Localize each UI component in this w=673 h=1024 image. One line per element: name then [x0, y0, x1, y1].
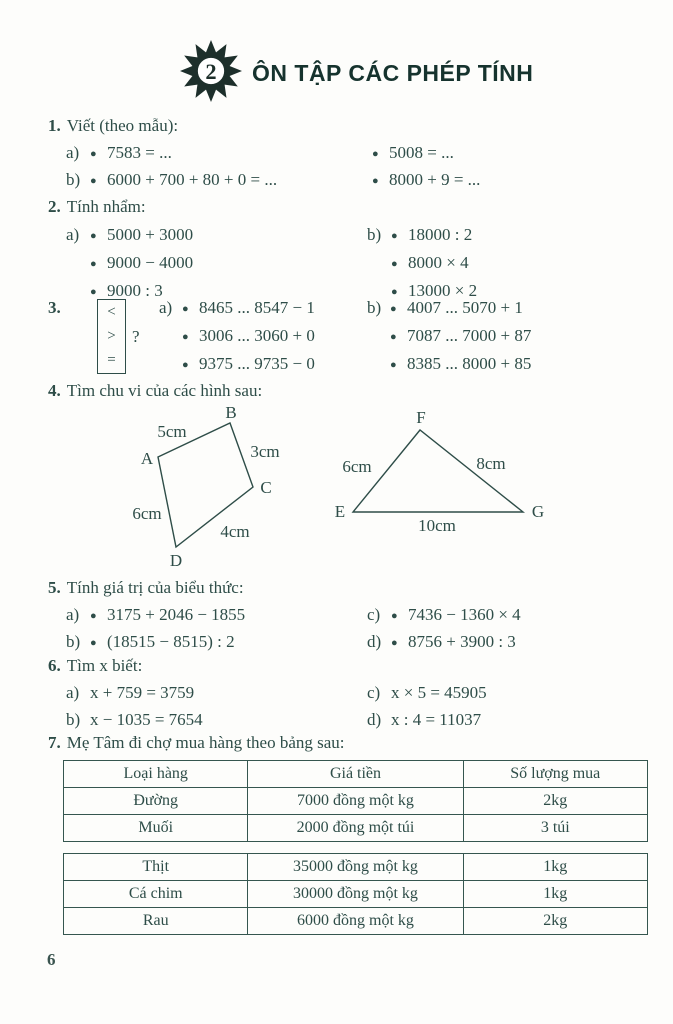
exercise-6-row-1 — [48, 679, 663, 706]
expression: 3006 ... 3060 + 0 — [199, 326, 315, 345]
bullet-icon: ● — [391, 286, 398, 298]
exercise-1 — [48, 112, 663, 193]
quantity-cell: 1kg — [463, 854, 647, 881]
expression: 5000 + 3000 — [107, 225, 194, 244]
exercise-7 — [48, 729, 663, 756]
equals-symbol: = — [107, 352, 116, 369]
price-cell: 35000 đồng một kg — [248, 854, 463, 881]
bullet-icon: ● — [90, 230, 97, 242]
equation: x − 1035 = 7654 — [90, 710, 203, 729]
item-label: a) — [66, 143, 80, 162]
price-cell: 30000 đồng một kg — [248, 881, 463, 908]
expression: 8000 × 4 — [408, 253, 469, 272]
expression: 8385 ... 8000 + 85 — [407, 354, 532, 373]
table-row — [64, 788, 648, 815]
equation: x × 5 = 45905 — [391, 683, 487, 702]
exercise-number: 6. — [48, 656, 61, 675]
geometry-figures — [100, 403, 570, 583]
exercise-1-title: 1. Viết (theo mẫu): — [48, 116, 179, 135]
bullet-icon: ● — [390, 331, 397, 343]
side-da-length: 6cm — [132, 504, 162, 523]
vertex-e-label: E — [334, 502, 346, 521]
exercise-2 — [48, 193, 663, 305]
shapes-canvas — [100, 403, 570, 578]
price-cell: 7000 đồng một kg — [248, 788, 463, 815]
less-than-symbol: < — [107, 303, 116, 320]
item-cell: Cá chim — [64, 881, 248, 908]
item-label: c) — [367, 683, 381, 702]
table-row — [64, 854, 648, 881]
vertex-d-label: D — [169, 551, 183, 570]
side-ab-length: 5cm — [157, 422, 187, 441]
expression: (18515 − 8515) : 2 — [107, 632, 235, 651]
side-cd-length: 4cm — [220, 522, 250, 541]
bullet-icon: ● — [391, 258, 398, 270]
exercise-7-title: 7. Mẹ Tâm đi chợ mua hàng theo bảng sau: — [48, 733, 345, 752]
item-label: b) — [367, 225, 382, 244]
vertex-a-label: A — [140, 449, 154, 468]
lesson-number: 2 — [205, 59, 217, 85]
bullet-icon: ● — [182, 303, 189, 315]
exercise-5-row-1 — [48, 601, 663, 628]
exercise-5 — [48, 574, 663, 655]
vertex-g-label: G — [531, 502, 545, 521]
page-number: 6 — [47, 950, 56, 969]
price-cell: 2000 đồng một túi — [248, 815, 463, 842]
exercise-number: 4. — [48, 381, 61, 400]
exercise-4-title: 4. Tìm chu vi của các hình sau: — [48, 381, 263, 400]
exercise-2-title: 2. Tính nhẩm: — [48, 197, 146, 216]
bullet-icon: ● — [391, 637, 398, 649]
exercise-number: 2. — [48, 197, 61, 216]
side-fg-length: 8cm — [476, 454, 506, 473]
header-cell: Giá tiền — [248, 761, 463, 788]
expression: 6000 + 700 + 80 + 0 = ... — [107, 170, 278, 189]
bullet-icon: ● — [390, 303, 397, 315]
side-bc-length: 3cm — [250, 442, 280, 461]
expression: 9375 ... 9735 − 0 — [199, 354, 315, 373]
item-label: a) — [159, 298, 173, 317]
table-header-row — [64, 761, 648, 788]
vertex-f-label: F — [416, 408, 426, 427]
exercise-2-row-2 — [48, 249, 663, 277]
item-label: d) — [367, 632, 382, 651]
bullet-icon: ● — [182, 359, 189, 371]
item-label: c) — [367, 605, 381, 624]
bullet-icon: ● — [391, 610, 398, 622]
bullet-icon: ● — [391, 230, 398, 242]
expression: 9000 − 4000 — [107, 253, 194, 272]
header-cell: Loại hàng — [64, 761, 248, 788]
bullet-icon: ● — [372, 175, 379, 187]
lesson-badge — [178, 40, 244, 107]
bullet-icon: ● — [90, 175, 97, 187]
comparison-symbols-box — [97, 299, 126, 374]
side-ef-length: 6cm — [342, 457, 372, 476]
exercise-2-row-1 — [48, 221, 663, 249]
bullet-icon: ● — [90, 637, 97, 649]
question-mark: ? — [132, 327, 140, 346]
starburst-icon — [178, 40, 244, 102]
item-cell: Đường — [64, 788, 248, 815]
exercise-number: 5. — [48, 578, 61, 597]
expression: 8000 + 9 = ... — [389, 170, 481, 189]
shopping-table-1 — [63, 760, 648, 842]
exercise-3-column-b — [367, 294, 531, 378]
exercise-number: 3. — [48, 298, 61, 317]
quantity-cell: 3 túi — [463, 815, 647, 842]
bullet-icon: ● — [90, 258, 97, 270]
quantity-cell: 1kg — [463, 881, 647, 908]
price-cell: 6000 đồng một kg — [248, 908, 463, 935]
item-label: b) — [66, 710, 81, 729]
expression: 3175 + 2046 − 1855 — [107, 605, 246, 624]
table-row — [64, 881, 648, 908]
exercise-number: 1. — [48, 116, 61, 135]
bullet-icon: ● — [90, 610, 97, 622]
item-label: a) — [66, 683, 80, 702]
page-title: ÔN TẬP CÁC PHÉP TÍNH — [252, 60, 534, 86]
expression: 8756 + 3900 : 3 — [408, 632, 516, 651]
side-eg-length: 10cm — [418, 516, 456, 535]
exercise-1-row-b — [48, 166, 663, 193]
item-label: d) — [367, 710, 382, 729]
equation: x : 4 = 11037 — [391, 710, 482, 729]
table-row — [64, 815, 648, 842]
expression: 9000 : 3 — [107, 281, 163, 300]
quantity-cell: 2kg — [463, 908, 647, 935]
item-label: a) — [66, 225, 80, 244]
item-label: b) — [66, 170, 81, 189]
exercise-5-title: 5. Tính giá trị của biểu thức: — [48, 578, 244, 597]
expression: 5008 = ... — [389, 143, 454, 162]
expression: 8465 ... 8547 − 1 — [199, 298, 315, 317]
exercise-6 — [48, 652, 663, 733]
exercise-5-row-2 — [48, 628, 663, 655]
item-label: b) — [367, 298, 382, 317]
bullet-icon: ● — [90, 148, 97, 160]
equation: x + 759 = 3759 — [90, 683, 195, 702]
bullet-icon: ● — [390, 359, 397, 371]
item-cell: Thịt — [64, 854, 248, 881]
exercise-6-title: 6. Tìm x biết: — [48, 656, 143, 675]
header-cell: Số lượng mua — [463, 761, 647, 788]
item-cell: Rau — [64, 908, 248, 935]
table-row — [64, 908, 648, 935]
bullet-icon: ● — [90, 286, 97, 298]
exercise-3-column-a — [159, 294, 315, 378]
expression: 7436 − 1360 × 4 — [408, 605, 521, 624]
item-label: b) — [66, 632, 81, 651]
vertex-b-label: B — [225, 403, 237, 422]
exercise-1-row-a — [48, 139, 663, 166]
quantity-cell: 2kg — [463, 788, 647, 815]
item-label: a) — [66, 605, 80, 624]
expression: 18000 : 2 — [408, 225, 473, 244]
exercise-number: 7. — [48, 733, 61, 752]
greater-than-symbol: > — [107, 327, 116, 344]
expression: 13000 × 2 — [408, 281, 478, 300]
expression: 4007 ... 5070 + 1 — [407, 298, 523, 317]
exercise-3 — [48, 294, 663, 384]
exercise-4 — [48, 377, 663, 404]
shopping-table-2 — [63, 853, 648, 935]
expression: 7583 = ... — [107, 143, 172, 162]
bullet-icon: ● — [372, 148, 379, 160]
expression: 7087 ... 7000 + 87 — [407, 326, 532, 345]
item-cell: Muối — [64, 815, 248, 842]
bullet-icon: ● — [182, 331, 189, 343]
vertex-c-label: C — [260, 478, 272, 497]
